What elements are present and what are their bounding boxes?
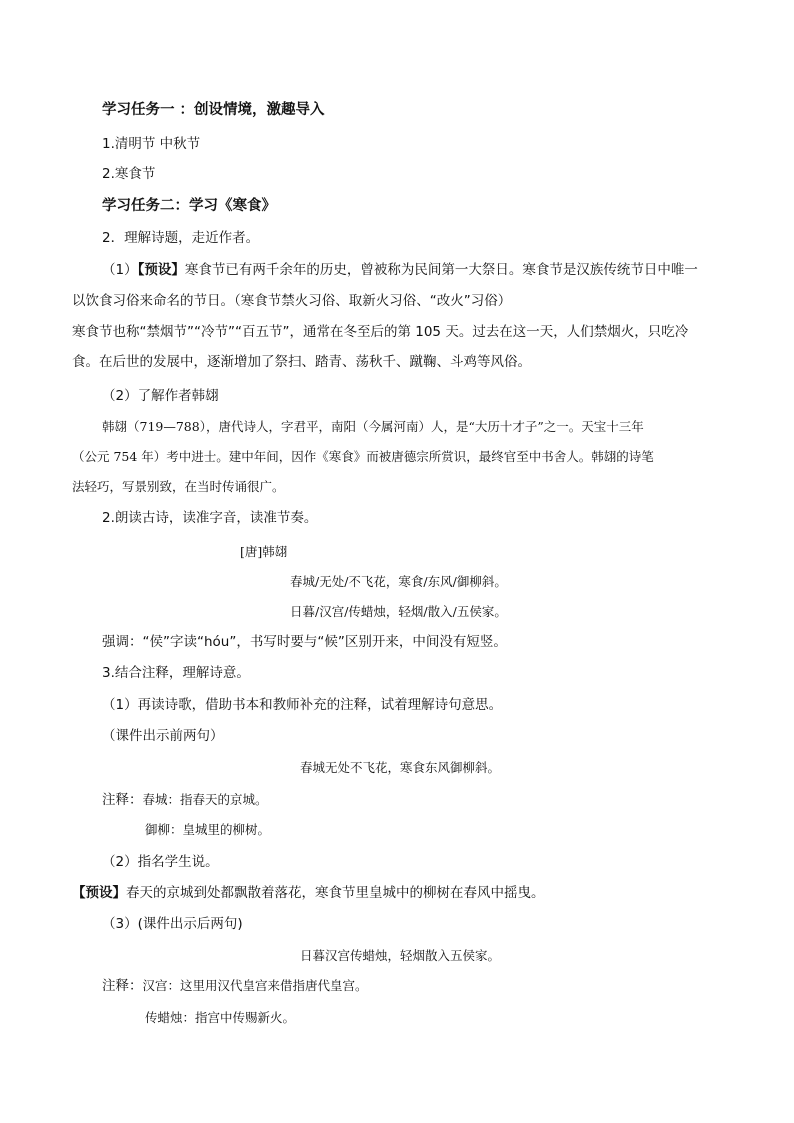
paragraph-line: 食。在后世的发展中，逐渐增加了祭扫、踏青、荡秋千、蹴鞠、斗鸡等风俗。: [72, 354, 531, 370]
author-section-title: （2）了解作者韩翃: [102, 388, 219, 404]
task1-item-1: 1.清明节 中秋节: [102, 136, 201, 152]
list-marker: （1）: [102, 262, 138, 278]
paragraph-line: [102, 260, 698, 280]
paragraph-line: [72, 883, 545, 903]
read-aloud-title: 2.朗读古诗，读准字音，读准节奏。: [102, 510, 318, 526]
annotation-text: 春城：指春天的京城。: [142, 792, 268, 807]
poem-verse: 日暮/汉宫/传蜡烛，轻烟/散入/五侯家。: [290, 604, 507, 619]
annotation-line: [102, 790, 268, 810]
annotation-text: 传蜡烛：指宫中传赐新火。: [145, 1010, 296, 1025]
annotation-text: 御柳：皇城里的柳树。: [145, 822, 271, 837]
task2-heading: 学习任务二：学习《寒食》: [102, 198, 276, 214]
paragraph-line: 以饮食习俗来命名的节日。（寒食节禁火习俗、取新火习俗、“改火”习俗）: [72, 293, 512, 309]
notes-title: 3.结合注释，理解诗意。: [102, 665, 250, 681]
task1-heading: 学习任务一 ：创设情境，激趣导入: [102, 102, 325, 118]
poem-verse: 春城无处不飞花，寒食东风御柳斜。: [300, 760, 501, 775]
author-bio-line: （公元 754 年）考中进士。建中年间，因作《寒食》而被唐德宗所赏识，最终官至中书舍人。韩翃的诗笔: [72, 449, 654, 464]
pronunciation-note: 强调：“侯”字读“hóu”，书写时要与“候”区别开来，中间没有短竖。: [102, 634, 507, 650]
paragraph-text: 春天的京城到处都飘散着落花，寒食节里皇城中的柳树在春风中摇曳。: [126, 885, 545, 901]
notes-instruction: （1）再读诗歌，借助书本和教师补充的注释，试着理解诗句意思。: [102, 697, 503, 713]
annotation-label: 注释：: [102, 978, 143, 994]
annotation-line: [102, 976, 368, 996]
step-title-understand: 2．理解诗题，走近作者。: [102, 230, 260, 246]
courseware-front: （课件出示前两句）: [102, 728, 224, 744]
author-bio-line: 韩翃（719—788），唐代诗人，字君平，南阳（今属河南）人，是“大历十才子”之一。天宝十三年: [102, 419, 644, 434]
annotation-text: 汉宫：这里用汉代皇宫来借指唐代皇宫。: [142, 978, 368, 993]
task1-item-2: 2.寒食节: [102, 166, 156, 182]
poem-author: [唐]韩翃: [240, 544, 288, 559]
poem-verse: 春城/无处/不飞花，寒食/东风/御柳斜。: [290, 574, 507, 589]
preset-label: 【预设】: [72, 885, 126, 901]
author-bio-line: 法轻巧，写景别致，在当时传诵很广。: [72, 479, 285, 494]
preset-label: 【预设】: [137, 262, 185, 278]
poem-verse: 日暮汉宫传蜡烛，轻烟散入五侯家。: [300, 948, 501, 963]
courseware-back: （3）(课件出示后两句): [102, 916, 243, 932]
paragraph-text: 寒食节已有两千余年的历史，曾被称为民间第一大祭日。寒食节是汉族传统节日中唯一: [184, 262, 698, 278]
discussion-title: （2）指名学生说。: [102, 854, 219, 870]
annotation-label: 注释：: [102, 792, 143, 808]
paragraph-line: 寒食节也称“禁烟节”“冷节”“百五节”，通常在冬至后的第 105 天。过去在这一天，人们禁烟火，只吃冷: [72, 324, 689, 340]
